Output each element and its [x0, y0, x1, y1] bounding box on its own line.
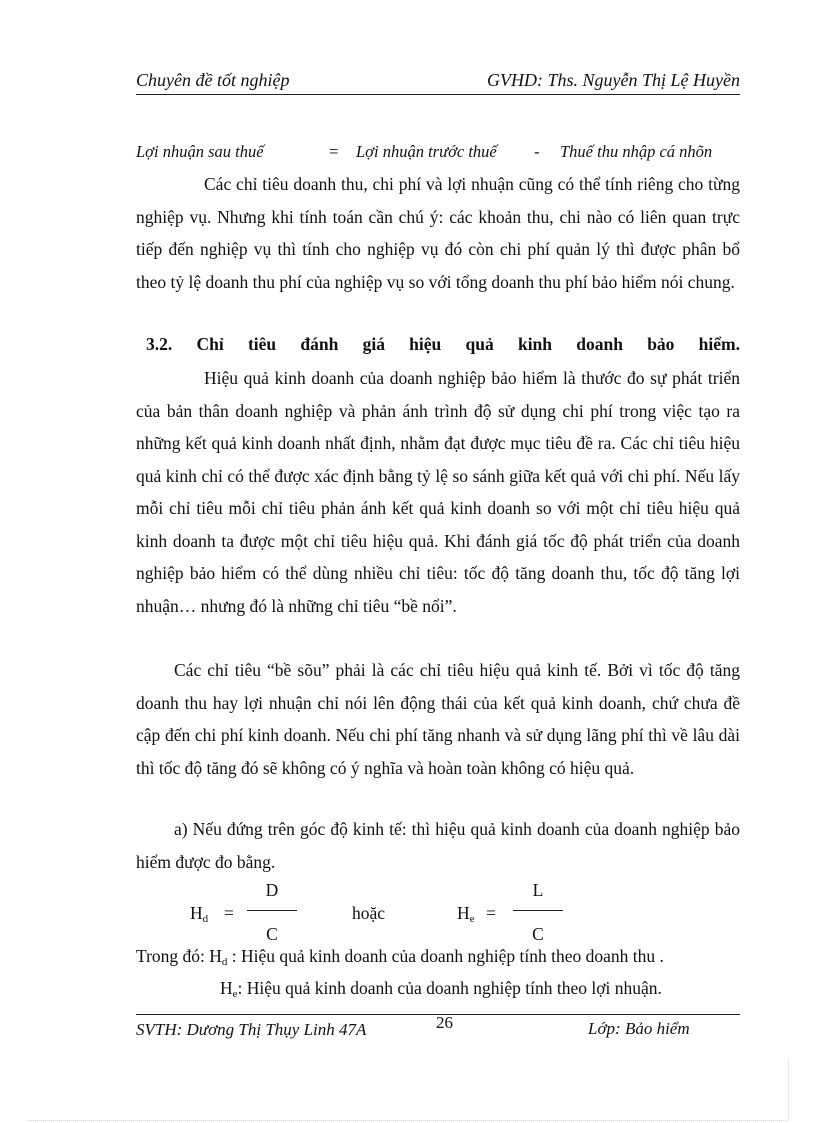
fraction-bar	[513, 910, 563, 911]
equals-sign-2: =	[486, 903, 496, 923]
he-symbol: $H_e$	[457, 903, 475, 925]
hd-symbol: $H_d$	[190, 903, 209, 925]
paragraph-1: Các chỉ tiêu doanh thu, chi phí và lợi nhuận cũng có thể tính riêng cho từng nghiệp vụ. Nhưng khi tính toán cần chú ý: các khoản thu, chi nào có liên quan trực tiếp đến nghiệp vụ thì tính cho nghiệp vụ đó còn chi phí quản lý thì được phân bổ theo tỷ lệ doanh thu phí của nghiệp vụ so với tổng doanh thu phí bảo hiểm nói chung.	[136, 174, 740, 292]
fraction-denominator: C	[532, 924, 544, 944]
header-title: Chuyên đề tốt nghiệp	[136, 70, 290, 90]
footer-student: SVTH: Dương Thị Thụy Linh 47A	[136, 1020, 367, 1039]
section-heading: 3.2. Chỉ tiêu đánh giá hiệu quả kinh doanh bảo hiểm.	[146, 334, 740, 354]
fraction-numerator: L	[532, 880, 544, 900]
equals-sign-1: =	[224, 903, 234, 923]
footer-class: Lớp: Bảo hiểm	[588, 1019, 690, 1038]
page-edge-bottom	[28, 1120, 788, 1121]
fraction-bar	[247, 910, 297, 911]
page-number: 26	[436, 1013, 453, 1032]
fraction-denominator: C	[266, 924, 278, 944]
fraction-numerator: D	[265, 880, 279, 900]
paragraph-3: Các chỉ tiêu “bề sõu” phải là các chỉ tiêu hiệu quả kinh tế. Bởi vì tốc độ tăng doanh thu hay lợi nhuận chỉ nói lên động thái của kết quả kinh doanh, chứ chưa đề cập đến chi phí kinh doanh. Nếu chi phí tăng nhanh và sử dụng lãng phí thì về lâu dài thì tốc độ tăng đó sẽ không có ý nghĩa và hoàn toàn không có hiệu quả.	[136, 660, 740, 778]
page-header	[136, 68, 740, 95]
formula-minus: -	[534, 142, 540, 161]
or-word: hoặc	[352, 903, 386, 923]
page-edge-right	[788, 1060, 789, 1120]
formula-term1: Lợi nhuận trước thuế	[356, 142, 497, 161]
header-supervisor: GVHD: Ths. Nguyễn Thị Lệ Huyền	[487, 70, 740, 90]
formula-equals: =	[328, 142, 340, 161]
paragraph-4: a) Nếu đứng trên góc độ kinh tế: thì hiệu quả kinh doanh của doanh nghiệp bảo hiểm được đo bằng.	[136, 819, 740, 872]
formula-lhs: Lợi nhuận sau thuế	[136, 142, 264, 161]
paragraph-2: Hiệu quả kinh doanh của doanh nghiệp bảo hiểm là thước đo sự phát triển của bản thân doanh nghiệp và phản ánh trình độ sử dụng chi phí trong việc tạo ra những kết quả kinh doanh nhất định, nhằm đạt được mục tiêu đề ra. Các chỉ tiêu hiệu quả kinh chỉ có thể được xác định bằng tỷ lệ so sánh giữa kết quả với chi phí. Nếu lấy mỗi chỉ tiêu mỗi chỉ tiêu phản ánh kết quả kinh doanh so với một chỉ tiêu hiệu quả kinh doanh ta được một chỉ tiêu hiệu quả. Khi đánh giá tốc độ phát triển của doanh nghiệp bảo hiểm có thể dùng nhiều chỉ tiêu: tốc độ tăng doanh thu, tốc độ tăng lợi nhuận… nhưng đó là những chỉ tiêu “bề nổi”.	[136, 368, 740, 616]
page-footer	[136, 1014, 740, 1075]
definition-he: $H_e$: Hiệu quả kinh doanh của doanh nghiệp tính theo lợi nhuận.	[220, 978, 662, 1000]
definition-hd: Trong đó: $H_d$ : Hiệu quả kinh doanh của doanh nghiệp tính theo doanh thu .	[136, 946, 664, 968]
formula-term2: Thuế thu nhập cá nhõn	[560, 142, 713, 161]
